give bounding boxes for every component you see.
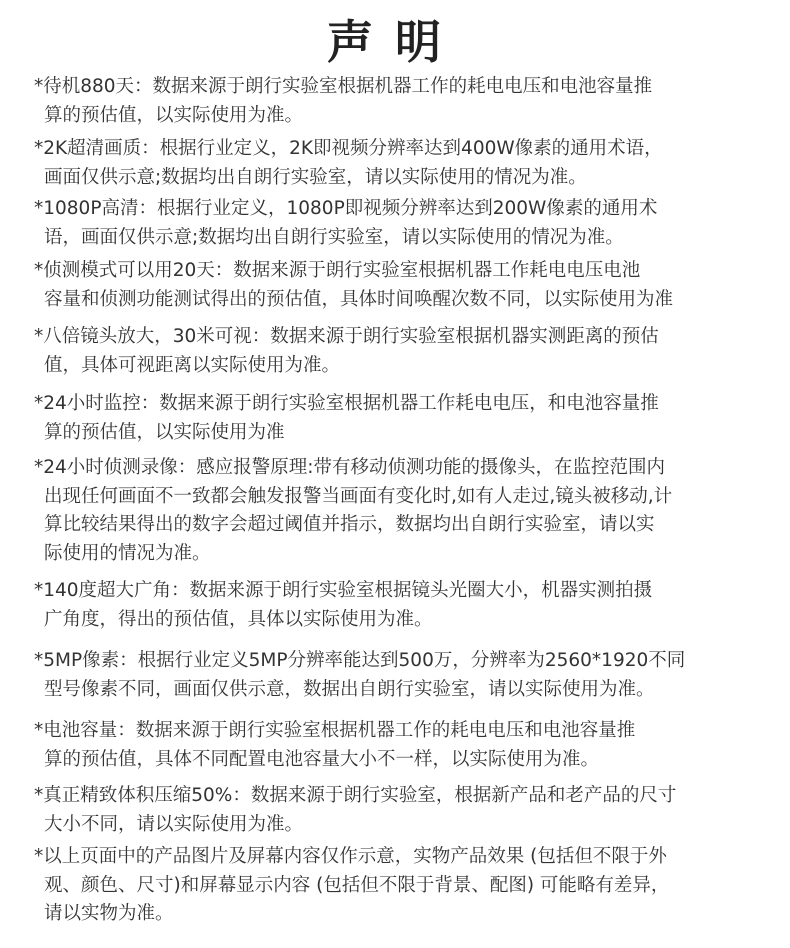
disclaimer-item <box>34 195 774 252</box>
disclaimer-line: 际使用的情况为准。 <box>44 542 211 564</box>
disclaimer-line: 画面仅供示意;数据均出自朗行实验室，请以实际使用的情况为准。 <box>44 166 587 188</box>
disclaimer-line: 值，具体可视距离以实际使用为准。 <box>44 354 341 376</box>
disclaimer-item <box>34 843 774 929</box>
disclaimer-item <box>34 647 774 704</box>
disclaimer-item <box>34 577 774 634</box>
disclaimer-line: 观、颜色、尺寸)和屏幕显示内容 (包括但不限于背景、配图) 可能略有差异， <box>44 874 670 896</box>
disclaimer-line: 算的预估值，以实际使用为准 <box>44 421 285 443</box>
disclaimer-item <box>34 782 774 839</box>
disclaimer-line: *5MP像素：根据行业定义5MP分辨率能达到500万，分辨率为2560*1920不同 <box>34 650 686 671</box>
disclaimer-item <box>34 323 774 380</box>
disclaimer-line: 出现任何画面不一致都会触发报警当画面有变化时,如有人走过,镜头被移动,计 <box>44 485 673 507</box>
disclaimer-line: 广角度，得出的预估值，具体以实际使用为准。 <box>44 608 433 630</box>
disclaimer-line: 大小不同，请以实际使用为准。 <box>44 813 304 835</box>
disclaimer-line: *140度超大广角：数据来源于朗行实验室根据镜头光圈大小，机器实测拍摄 <box>34 580 653 601</box>
disclaimer-line: 算的预估值，具体不同配置电池容量大小不一样，以实际使用为准。 <box>44 748 600 770</box>
disclaimer-line: *以上页面中的产品图片及屏幕内容仅作示意，实物产品效果 (包括但不限于外 <box>34 846 667 867</box>
page-title: 声明 <box>327 15 463 69</box>
disclaimer-item <box>34 73 774 130</box>
disclaimer-line: 请以实物为准。 <box>44 903 174 924</box>
disclaimer-item <box>34 454 774 568</box>
disclaimer-line: 容量和侦测功能测试得出的预估值，具体时间唤醒次数不同，以实际使用为准 <box>44 288 674 310</box>
disclaimer-line: *2K超清画质：根据行业定义，2K即视频分辨率达到400W像素的通用术语， <box>34 138 663 159</box>
disclaimer-line: *24小时监控：数据来源于朗行实验室根据机器工作耗电电压，和电池容量推 <box>34 393 659 414</box>
disclaimer-line: 算比较结果得出的数字会超过阈值并指示，数据均出自朗行实验室，请以实 <box>44 514 655 535</box>
disclaimer-line: *电池容量：数据来源于朗行实验室根据机器工作的耗电电压和电池容量推 <box>34 720 636 741</box>
disclaimer-item <box>34 257 774 314</box>
disclaimer-line: *八倍镜头放大，30米可视：数据来源于朗行实验室根据机器实测距离的预估 <box>34 326 659 347</box>
disclaimer-line: *24小时侦测录像：感应报警原理:带有移动侦测功能的摄像头，在监控范围内 <box>34 457 666 478</box>
disclaimer-line: *待机880天：数据来源于朗行实验室根据机器工作的耗电电压和电池容量推 <box>34 76 653 97</box>
disclaimer-line: 算的预估值，以实际使用为准。 <box>44 104 304 126</box>
disclaimer-item <box>34 390 774 447</box>
disclaimer-line: *真正精致体积压缩50%：数据来源于朗行实验室，根据新产品和老产品的尺寸 <box>34 785 677 806</box>
disclaimer-item <box>34 135 774 192</box>
disclaimer-line: 语，画面仅供示意;数据均出自朗行实验室，请以实际使用的情况为准。 <box>44 226 624 248</box>
disclaimer-item <box>34 717 774 774</box>
disclaimer-line: *侦测模式可以用20天：数据来源于朗行实验室根据机器工作耗电电压电池 <box>34 260 641 281</box>
disclaimer-line: *1080P高清：根据行业定义，1080P即视频分辨率达到200W像素的通用术 <box>34 198 658 219</box>
disclaimer-line: 型号像素不同，画面仅供示意，数据出自朗行实验室，请以实际使用为准。 <box>44 678 655 700</box>
